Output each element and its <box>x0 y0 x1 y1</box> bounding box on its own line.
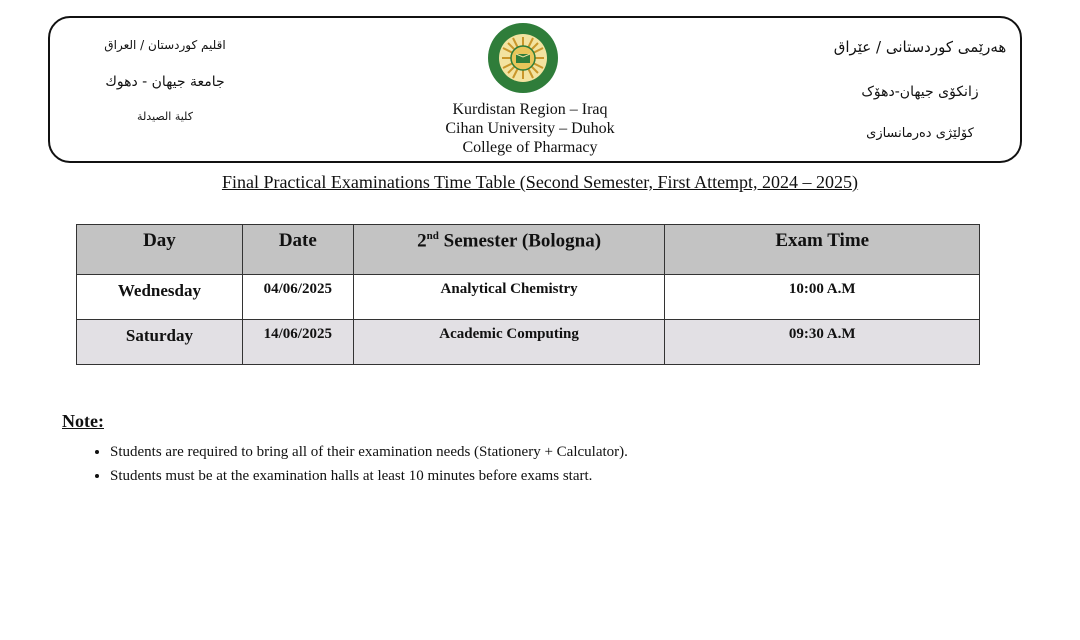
semester-ordinal: nd <box>426 230 439 242</box>
col-header-semester <box>353 225 665 275</box>
col-header-exam-time: Exam Time <box>665 225 980 275</box>
cell-subject: Academic Computing <box>353 320 665 365</box>
semester-label: Semester (Bologna) <box>438 230 602 252</box>
english-college: College of Pharmacy <box>462 139 598 156</box>
arabic-region: اقليم كوردستان / العراق <box>104 38 226 52</box>
page-title: Final Practical Examinations Time Table (Second Semester, First Attempt, 2024 – 2025) <box>221 172 859 192</box>
semester-number: 2 <box>417 230 427 252</box>
list-item: • Students are required to bring all of their examination needs (Stationery + Calculator). <box>110 440 628 464</box>
col-header-date: Date <box>242 225 353 275</box>
arabic-college: كلية الصيدلة <box>137 110 193 123</box>
english-address <box>380 100 680 157</box>
list-item: • Students must be at the examination halls at least 10 minutes before exams start. <box>110 464 628 488</box>
english-university: Cihan University – Duhok <box>445 120 615 137</box>
cell-day: Saturday <box>77 320 243 365</box>
cell-day: Wednesday <box>77 275 243 320</box>
note-heading: Note: <box>62 411 104 431</box>
university-logo <box>486 21 560 95</box>
kurdish-college: کۆلێژی دەرمانسازی <box>866 126 974 141</box>
cell-date: 14/06/2025 <box>242 320 353 365</box>
english-region: Kurdistan Region – Iraq <box>452 101 608 118</box>
letterhead <box>48 16 1022 163</box>
table-header-row <box>77 225 980 275</box>
col-header-day: Day <box>77 225 243 275</box>
table-row <box>77 320 980 365</box>
kurdish-university: زانکۆی جیهان-دهۆک <box>861 84 979 100</box>
cell-time: 09:30 A.M <box>665 320 980 365</box>
cell-time: 10:00 A.M <box>665 275 980 320</box>
arabic-university: جامعة جيهان - دهوك <box>105 74 225 90</box>
note-list <box>88 440 628 488</box>
cell-subject: Analytical Chemistry <box>353 275 665 320</box>
table-row <box>77 275 980 320</box>
cell-date: 04/06/2025 <box>242 275 353 320</box>
exam-timetable <box>76 224 980 365</box>
kurdish-region: هەرێمی کوردستانی / عێراق <box>833 38 1007 56</box>
